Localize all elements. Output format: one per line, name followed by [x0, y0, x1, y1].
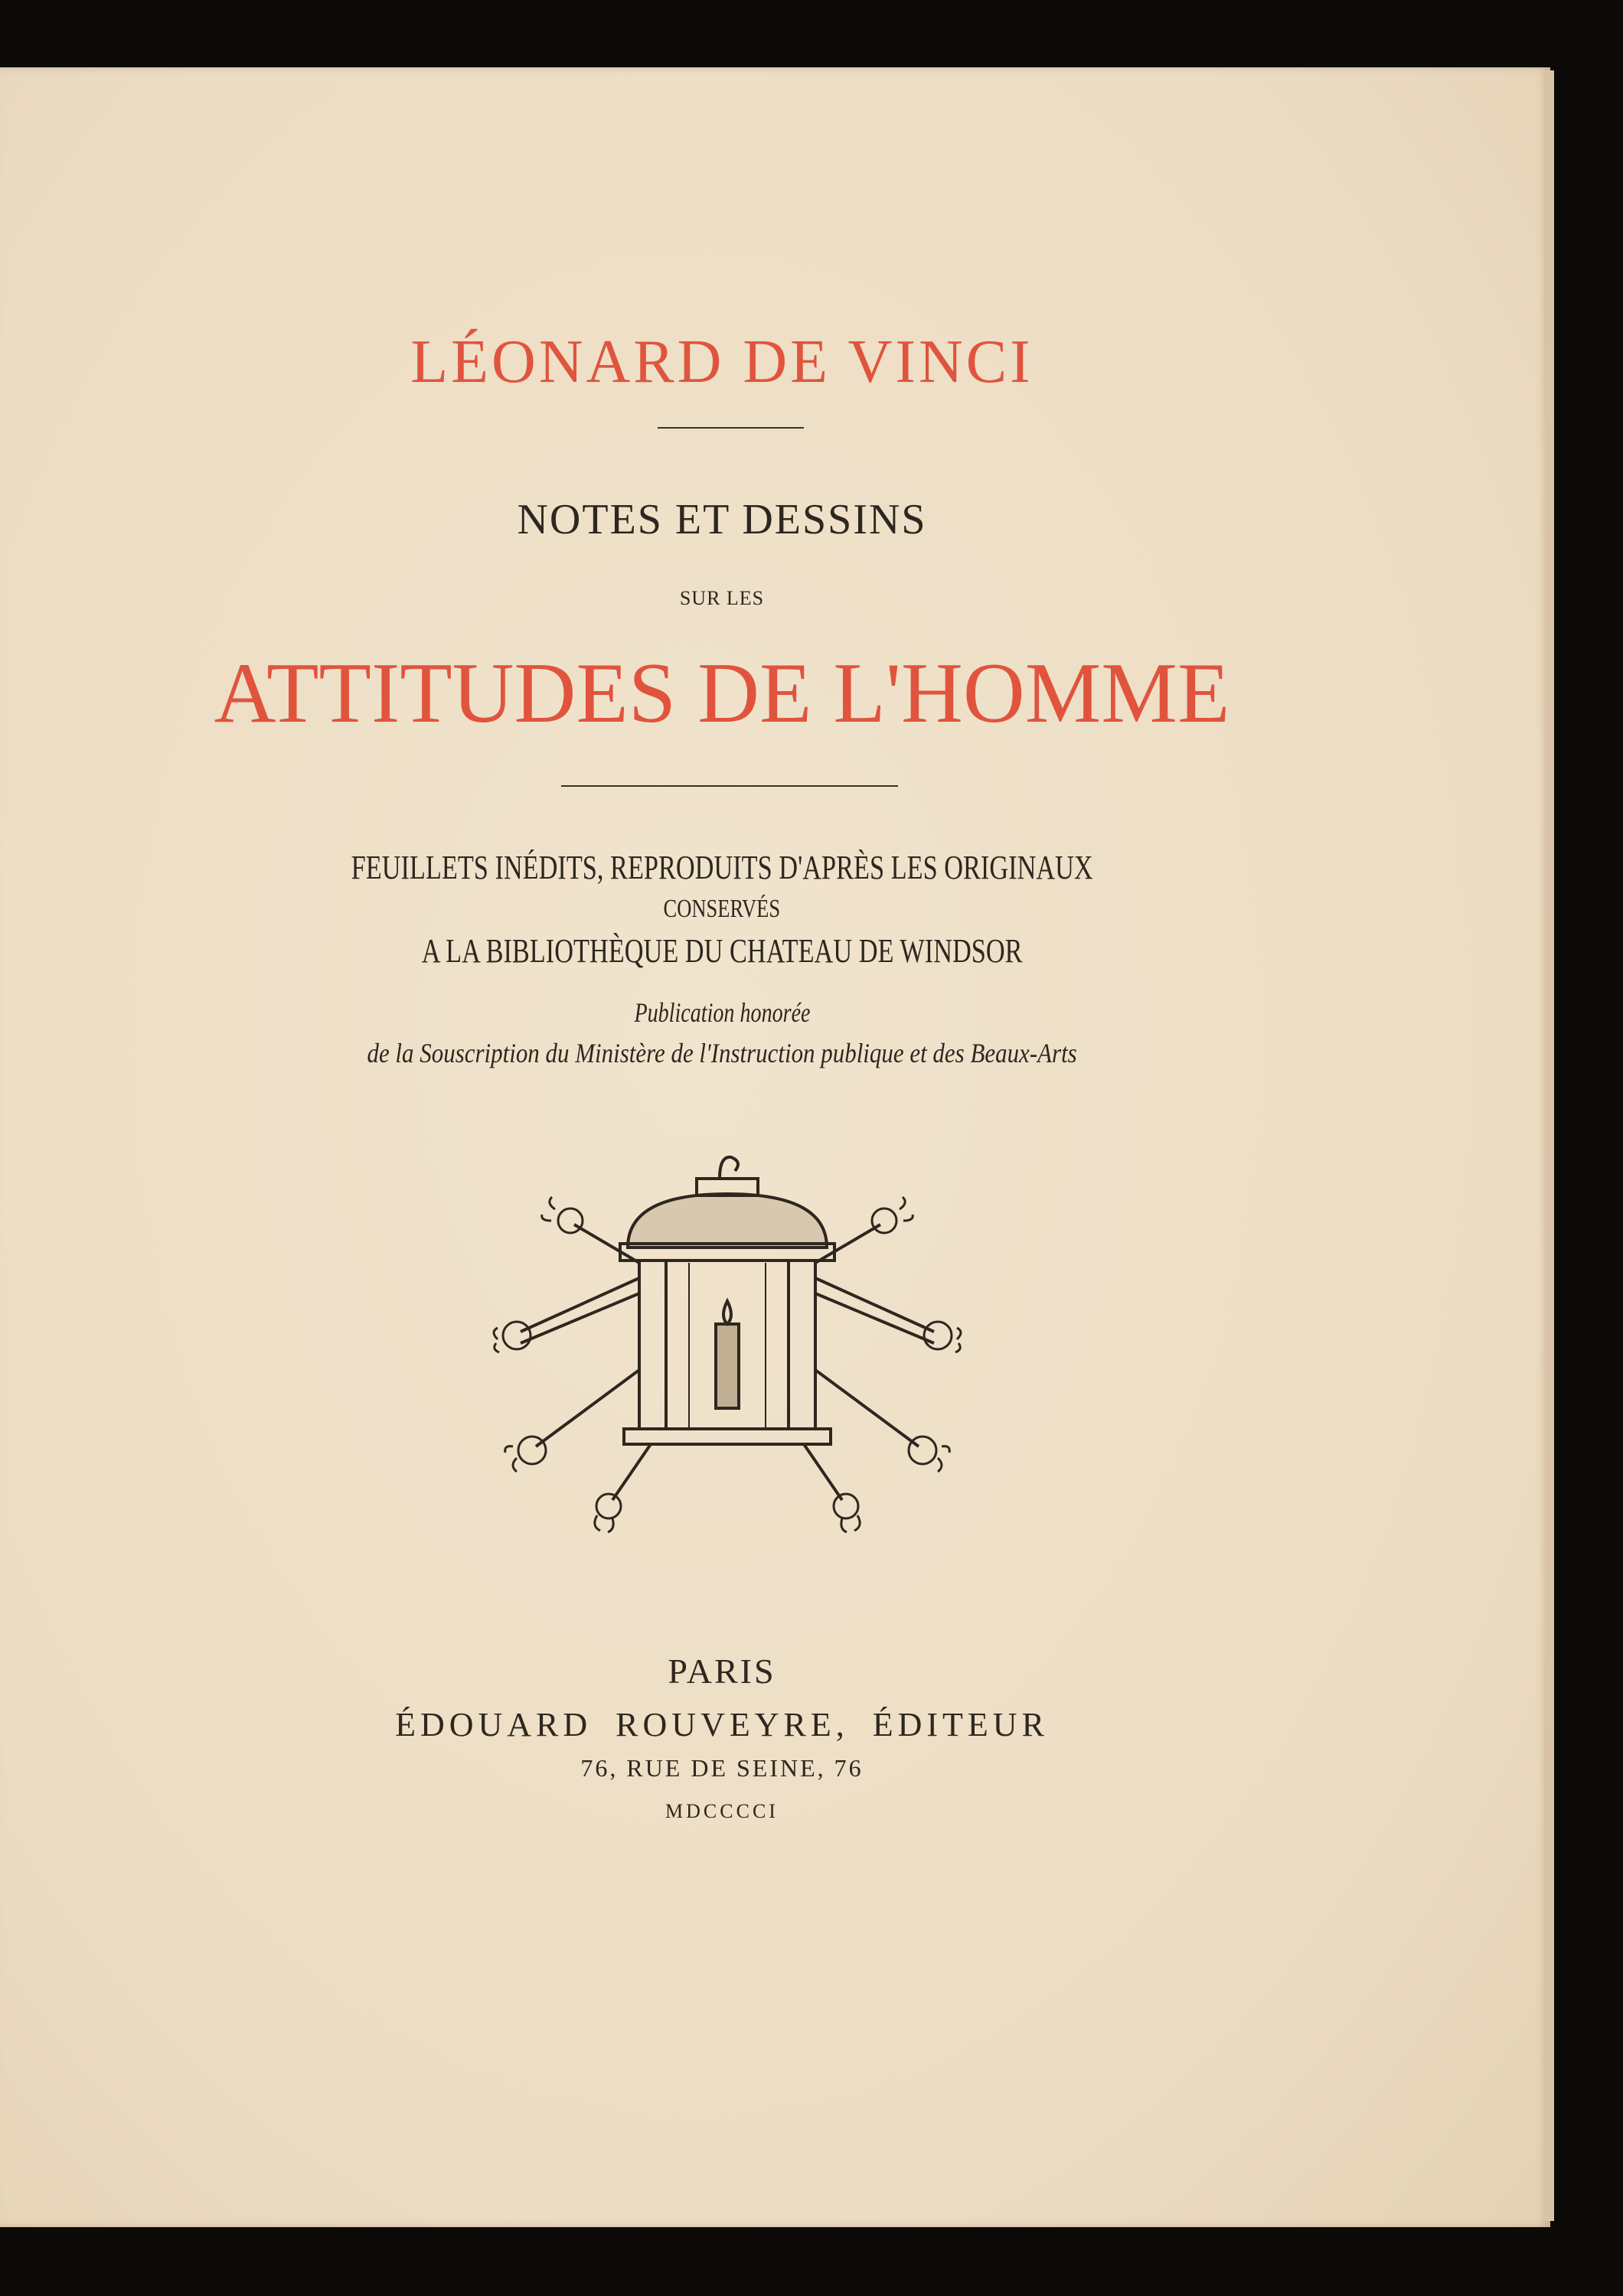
imprint-year: MDCCCCI — [665, 1800, 779, 1822]
imprint-publisher: ÉDOUARD ROUVEYRE, ÉDITEUR — [395, 1706, 1049, 1743]
subtitle-line3: A LA BIBLIOTHÈQUE DU CHATEAU DE WINDSOR — [421, 932, 1023, 970]
main-title: ATTITUDES DE L'HOMME — [214, 646, 1230, 741]
page-edge — [1545, 70, 1554, 2221]
divider-long — [561, 785, 898, 787]
divider-short — [658, 427, 804, 429]
title-line1: NOTES ET DESSINS — [517, 496, 927, 543]
honor-line1: Publication honorée — [633, 997, 811, 1028]
author-name: LÉONARD DE VINCI — [410, 328, 1034, 396]
title-line2: SUR LES — [679, 587, 765, 609]
honor-line2: de la Souscription du Ministère de l'Instruction publique et des Beaux-Arts — [367, 1038, 1077, 1068]
subtitle-line2: CONSERVÉS — [663, 895, 781, 923]
lamp-illustration — [490, 1148, 965, 1546]
imprint-city: PARIS — [668, 1652, 776, 1691]
imprint-address: 76, RUE DE SEINE, 76 — [580, 1754, 864, 1782]
subtitle-line1: FEUILLETS INÉDITS, REPRODUITS D'APRÈS LES ORIGINAUX — [351, 849, 1093, 886]
